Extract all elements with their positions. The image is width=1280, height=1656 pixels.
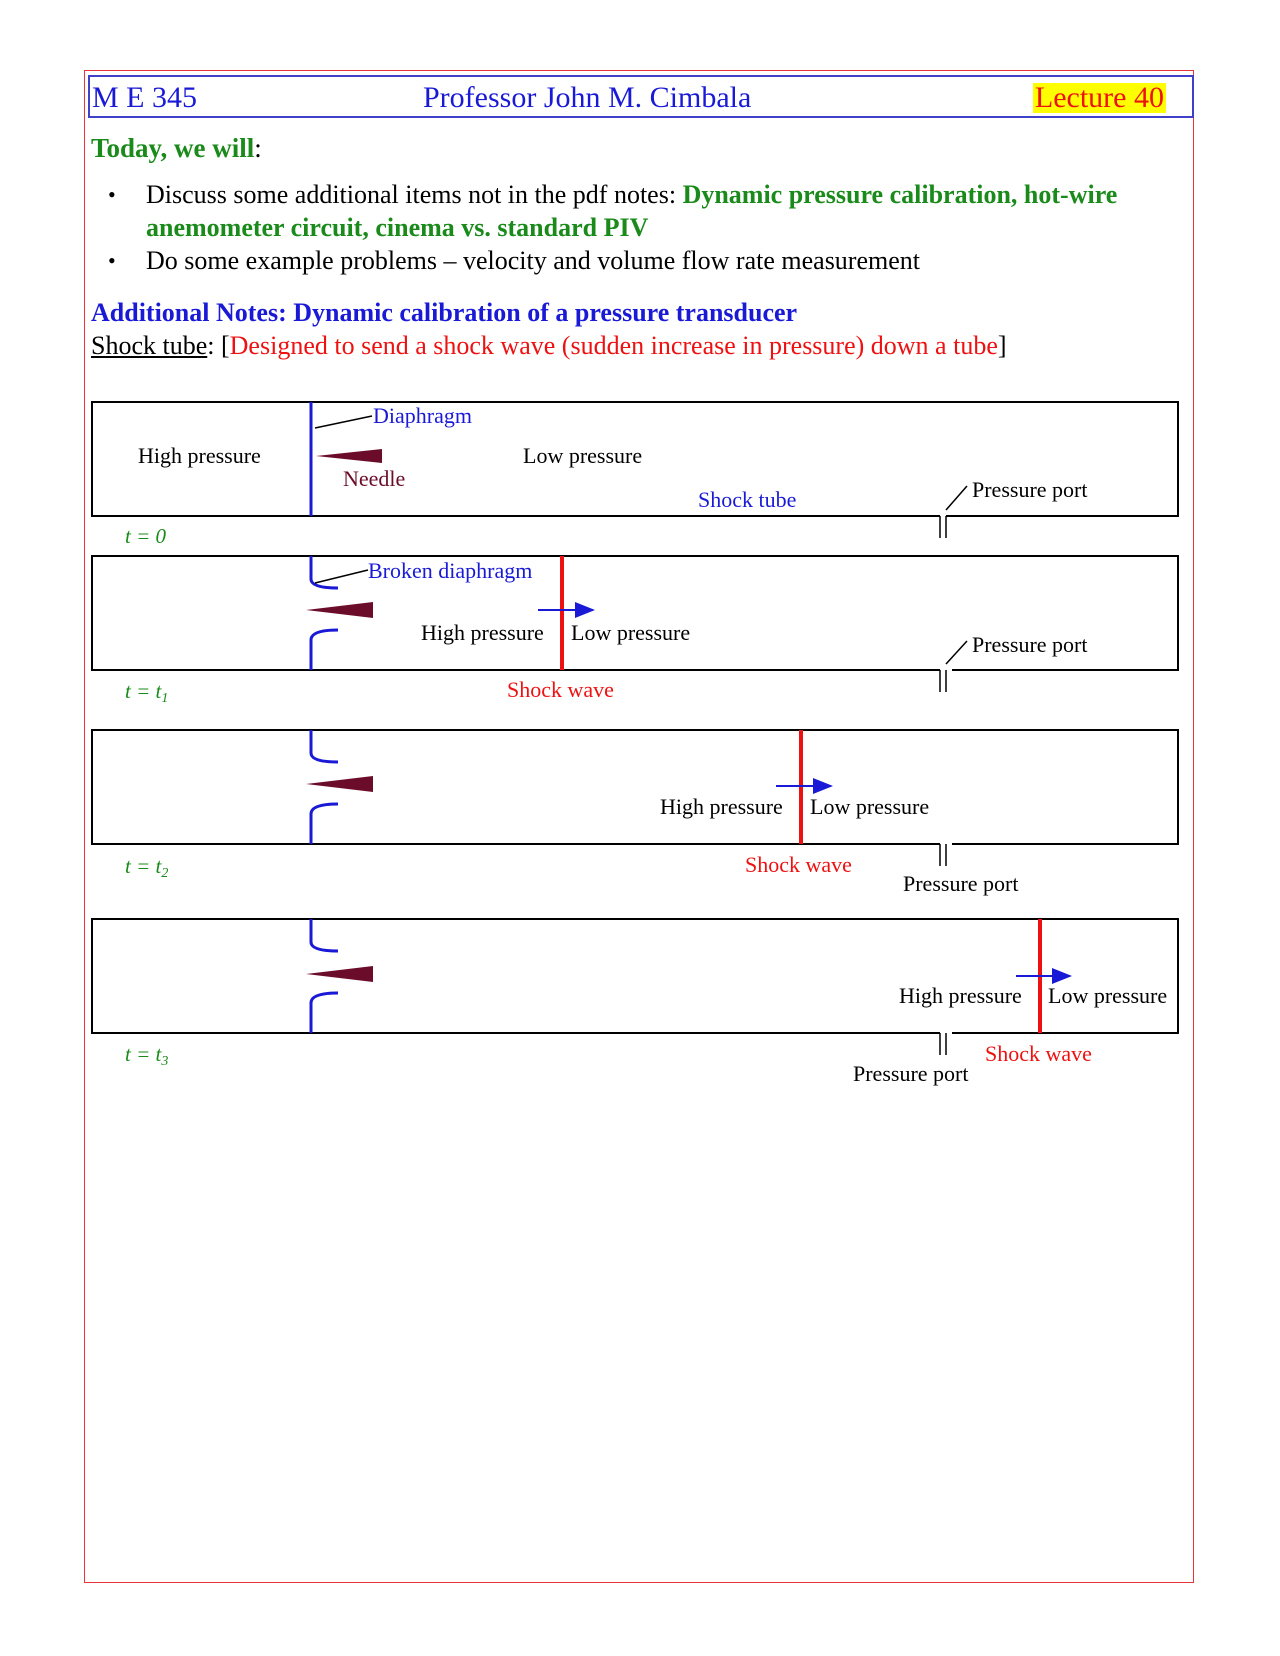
panel-t0 [92, 402, 1178, 548]
shock-wave-label: Shock wave [507, 677, 614, 702]
pressure-port-icon [940, 516, 946, 538]
tube-outline [92, 730, 1178, 844]
today-label: Today, we will [91, 133, 255, 163]
broken-diaphragm-top [311, 919, 338, 951]
time-label [125, 1042, 168, 1069]
broken-diaphragm-bottom [311, 630, 338, 670]
broken-diaphragm-bottom [311, 804, 338, 844]
pressure-port-icon [940, 1033, 946, 1055]
pressure-port-icon [940, 670, 946, 692]
today-colon: : [254, 133, 262, 163]
time-label [125, 854, 168, 881]
time-label [125, 679, 168, 706]
bullet-emphasis: Dynamic pressure calibration, hot-wire anemometer circuit, cinema vs. standard PIV [146, 180, 1118, 242]
diaphragm-label: Diaphragm [373, 403, 472, 428]
panel-t2 [92, 730, 1178, 896]
time-label-main: t = t [125, 1042, 162, 1066]
time-label: t = 0 [125, 524, 167, 548]
bullet-dot-icon: • [108, 182, 116, 207]
shock-tube-description: Designed to send a shock wave (sudden increase in pressure) down a tube [229, 331, 998, 360]
high-pressure-label: High pressure [138, 443, 261, 468]
pressure-port-label: Pressure port [853, 1061, 969, 1086]
time-label-main: t = t [125, 679, 162, 703]
pressure-port-label: Pressure port [972, 477, 1088, 502]
shock-wave-label: Shock wave [985, 1041, 1092, 1066]
needle-icon [316, 449, 382, 463]
low-pressure-label: Low pressure [571, 620, 691, 645]
broken-diaphragm-top [311, 730, 338, 762]
pressure-port-icon [940, 844, 946, 866]
time-label-sub: 3 [161, 1054, 169, 1069]
broken-diaphragm-label: Broken diaphragm [368, 558, 533, 583]
port-leader [946, 641, 967, 664]
needle-icon [306, 966, 373, 982]
panel-t3 [92, 919, 1178, 1086]
pressure-port-label: Pressure port [972, 632, 1088, 657]
low-pressure-label: Low pressure [810, 794, 930, 819]
high-pressure-label: High pressure [899, 983, 1022, 1008]
course-code: M E 345 [92, 81, 197, 114]
additional-notes-heading: Additional Notes: Dynamic calibration of a pressure transducer [91, 298, 798, 327]
shock-tube-colon: : [ [207, 331, 230, 360]
broken-diaphragm-leader [315, 570, 368, 583]
needle-icon [306, 776, 373, 792]
shock-tube-close: ] [997, 331, 1007, 360]
time-label-main: t = t [125, 854, 162, 878]
needle-icon [306, 602, 373, 618]
needle-label: Needle [343, 466, 406, 491]
diaphragm-leader [315, 416, 372, 428]
bullet-text: Discuss some additional items not in the pdf notes: [146, 180, 683, 209]
shock-tube-term: Shock tube [91, 331, 208, 360]
professor-name: Professor John M. Cimbala [423, 81, 752, 114]
shock-wave-label: Shock wave [745, 852, 852, 877]
high-pressure-label: High pressure [421, 620, 544, 645]
shock-tube-label: Shock tube [698, 487, 797, 512]
panel-t1 [92, 556, 1178, 706]
broken-diaphragm-bottom [311, 993, 338, 1033]
port-leader [946, 486, 967, 510]
low-pressure-label: Low pressure [1048, 983, 1168, 1008]
high-pressure-label: High pressure [660, 794, 783, 819]
tube-outline [92, 919, 1178, 1033]
bullet-text: Do some example problems – velocity and volume flow rate measurement [146, 246, 920, 275]
pressure-port-label: Pressure port [903, 871, 1019, 896]
low-pressure-label: Low pressure [523, 443, 643, 468]
bullet-dot-icon: • [108, 248, 116, 273]
time-label-sub: 1 [161, 691, 169, 706]
time-label-sub: 2 [161, 866, 169, 881]
lecture-number: Lecture 40 [1034, 81, 1164, 114]
